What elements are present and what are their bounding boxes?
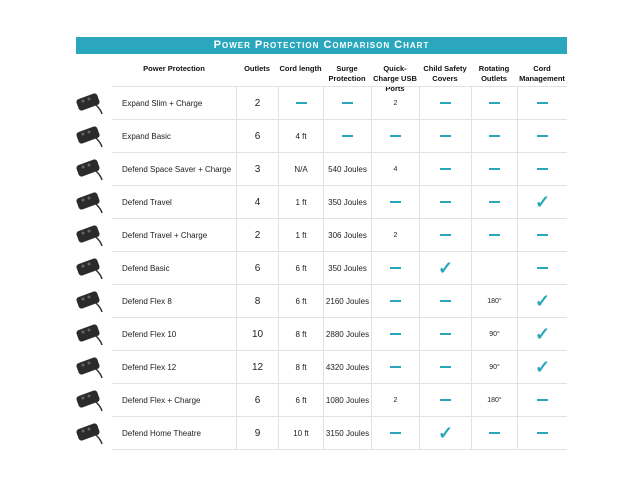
rotating-cell xyxy=(471,219,517,251)
product-name: Defend Flex 10 xyxy=(122,329,177,339)
outlets-cell: 2 xyxy=(236,87,278,119)
product-name: Defend Flex + Charge xyxy=(122,395,201,405)
usb-cell: 2 xyxy=(371,384,419,416)
dash-icon xyxy=(440,300,451,302)
table-row xyxy=(112,318,567,351)
product-thumbnail-icon xyxy=(72,354,104,380)
dash-icon xyxy=(296,102,307,104)
check-icon: ✓ xyxy=(534,324,551,344)
header-usb-ports: Quick-Charge USB Ports xyxy=(373,64,417,93)
check-icon: ✓ xyxy=(437,258,454,278)
dash-icon xyxy=(390,267,401,269)
dash-icon xyxy=(489,432,500,434)
rotating-cell: 90° xyxy=(471,351,517,383)
table-row xyxy=(112,351,567,384)
cord-length-cell: 4 ft xyxy=(278,120,323,152)
header-child-safety: Child Safety Covers xyxy=(423,64,467,83)
product-thumbnail-icon xyxy=(72,90,104,116)
cord-length-cell: N/A xyxy=(278,153,323,185)
product-name: Defend Home Theatre xyxy=(122,428,202,438)
rotating-cell xyxy=(471,153,517,185)
surge-cell: 4320 Joules xyxy=(323,351,371,383)
dash-icon xyxy=(440,333,451,335)
surge-cell: 540 Joules xyxy=(323,153,371,185)
child-safety-cell xyxy=(419,384,471,416)
child-safety-cell xyxy=(419,252,471,284)
header-surge-protection: Surge Protection xyxy=(328,64,366,83)
header-power-protection: Power Protection xyxy=(143,64,205,73)
product-thumbnail-icon xyxy=(72,123,104,149)
usb-cell xyxy=(371,252,419,284)
usb-cell xyxy=(371,417,419,449)
dash-icon xyxy=(489,102,500,104)
outlets-cell: 6 xyxy=(236,120,278,152)
usb-cell xyxy=(371,351,419,383)
table-row xyxy=(112,153,567,186)
dash-icon xyxy=(440,168,451,170)
surge-cell: 350 Joules xyxy=(323,186,371,218)
dash-icon xyxy=(440,135,451,137)
check-icon: ✓ xyxy=(534,291,551,311)
outlets-cell: 8 xyxy=(236,285,278,317)
surge-cell: 1080 Joules xyxy=(323,384,371,416)
cord-length-cell: 6 ft xyxy=(278,252,323,284)
table-row xyxy=(112,86,567,120)
usb-cell xyxy=(371,186,419,218)
dash-icon xyxy=(440,201,451,203)
surge-cell: 3150 Joules xyxy=(323,417,371,449)
child-safety-cell xyxy=(419,120,471,152)
outlets-cell: 3 xyxy=(236,153,278,185)
dash-icon xyxy=(489,135,500,137)
dash-icon xyxy=(390,333,401,335)
surge-cell: 350 Joules xyxy=(323,252,371,284)
cord-length-cell: 8 ft xyxy=(278,318,323,350)
dash-icon xyxy=(390,135,401,137)
dash-icon xyxy=(440,399,451,401)
product-thumbnail-icon xyxy=(72,255,104,281)
cord-management-cell xyxy=(517,120,567,152)
rotating-cell: 180° xyxy=(471,384,517,416)
table-row xyxy=(112,285,567,318)
product-thumbnail-icon xyxy=(72,288,104,314)
dash-icon xyxy=(537,102,548,104)
product-name: Defend Travel xyxy=(122,197,172,207)
dash-icon xyxy=(489,234,500,236)
product-name: Defend Travel + Charge xyxy=(122,230,208,240)
outlets-cell: 2 xyxy=(236,219,278,251)
surge-cell: 306 Joules xyxy=(323,219,371,251)
product-name: Defend Flex 12 xyxy=(122,362,177,372)
product-thumbnail-icon xyxy=(72,321,104,347)
child-safety-cell xyxy=(419,417,471,449)
dash-icon xyxy=(537,234,548,236)
cord-management-cell xyxy=(517,153,567,185)
dash-icon xyxy=(537,168,548,170)
table-row xyxy=(112,384,567,417)
child-safety-cell xyxy=(419,285,471,317)
cord-length-cell: 6 ft xyxy=(278,384,323,416)
cord-length-cell: 10 ft xyxy=(278,417,323,449)
rotating-cell: 180° xyxy=(471,285,517,317)
usb-cell: 2 xyxy=(371,219,419,251)
product-name: Defend Flex 8 xyxy=(122,296,172,306)
cord-management-cell xyxy=(517,252,567,284)
rotating-cell xyxy=(471,87,517,119)
usb-cell: 4 xyxy=(371,153,419,185)
table-row xyxy=(112,219,567,252)
cord-management-cell xyxy=(517,285,567,317)
dash-icon xyxy=(390,366,401,368)
outlets-cell: 4 xyxy=(236,186,278,218)
dash-icon xyxy=(342,135,353,137)
rotating-cell xyxy=(471,417,517,449)
check-icon: ✓ xyxy=(437,423,454,443)
rotating-cell xyxy=(471,252,517,284)
product-name: Expand Slim + Charge xyxy=(122,98,203,108)
header-rotating-outlets: Rotating Outlets xyxy=(478,64,510,83)
dash-icon xyxy=(537,267,548,269)
product-thumbnail-icon xyxy=(72,387,104,413)
dash-icon xyxy=(390,201,401,203)
child-safety-cell xyxy=(419,153,471,185)
dash-icon xyxy=(440,102,451,104)
cord-management-cell xyxy=(517,417,567,449)
surge-cell xyxy=(323,120,371,152)
surge-cell: 2160 Joules xyxy=(323,285,371,317)
product-name: Defend Space Saver + Charge xyxy=(122,164,232,174)
cord-management-cell xyxy=(517,186,567,218)
cord-length-cell: 8 ft xyxy=(278,351,323,383)
table-row xyxy=(112,252,567,285)
child-safety-cell xyxy=(419,87,471,119)
rotating-cell xyxy=(471,186,517,218)
cord-length-cell: 1 ft xyxy=(278,186,323,218)
table-row xyxy=(112,186,567,219)
cord-management-cell xyxy=(517,351,567,383)
dash-icon xyxy=(489,168,500,170)
outlets-cell: 9 xyxy=(236,417,278,449)
child-safety-cell xyxy=(419,318,471,350)
product-thumbnail-icon xyxy=(72,156,104,182)
outlets-cell: 6 xyxy=(236,252,278,284)
cord-management-cell xyxy=(517,318,567,350)
header-outlets: Outlets xyxy=(244,64,270,73)
product-thumbnail-icon xyxy=(72,189,104,215)
child-safety-cell xyxy=(419,186,471,218)
dash-icon xyxy=(390,432,401,434)
header-cord-management: Cord Management xyxy=(519,64,565,83)
dash-icon xyxy=(440,366,451,368)
table-row xyxy=(112,120,567,153)
product-name: Expand Basic xyxy=(122,131,171,141)
comparison-table xyxy=(112,86,567,450)
product-thumbnail-icon xyxy=(72,420,104,446)
child-safety-cell xyxy=(419,219,471,251)
cord-length-cell: 1 ft xyxy=(278,219,323,251)
dash-icon xyxy=(342,102,353,104)
table-row xyxy=(112,417,567,450)
usb-cell: 2 xyxy=(371,87,419,119)
outlets-cell: 10 xyxy=(236,318,278,350)
rotating-cell: 90° xyxy=(471,318,517,350)
check-icon: ✓ xyxy=(534,192,551,212)
rotating-cell xyxy=(471,120,517,152)
usb-cell xyxy=(371,318,419,350)
dash-icon xyxy=(537,399,548,401)
check-icon: ✓ xyxy=(534,357,551,377)
surge-cell: 2880 Joules xyxy=(323,318,371,350)
usb-cell xyxy=(371,120,419,152)
child-safety-cell xyxy=(419,351,471,383)
surge-cell xyxy=(323,87,371,119)
product-name: Defend Basic xyxy=(122,263,170,273)
dash-icon xyxy=(489,201,500,203)
chart-title-banner: Power Protection Comparison Chart xyxy=(76,37,567,54)
outlets-cell: 12 xyxy=(236,351,278,383)
dash-icon xyxy=(390,300,401,302)
cord-management-cell xyxy=(517,219,567,251)
dash-icon xyxy=(537,135,548,137)
usb-cell xyxy=(371,285,419,317)
cord-length-cell xyxy=(278,87,323,119)
cord-length-cell: 6 ft xyxy=(278,285,323,317)
product-thumbnail-icon xyxy=(72,222,104,248)
outlets-cell: 6 xyxy=(236,384,278,416)
dash-icon xyxy=(537,432,548,434)
header-cord-length: Cord length xyxy=(279,64,322,73)
dash-icon xyxy=(440,234,451,236)
cord-management-cell xyxy=(517,87,567,119)
cord-management-cell xyxy=(517,384,567,416)
